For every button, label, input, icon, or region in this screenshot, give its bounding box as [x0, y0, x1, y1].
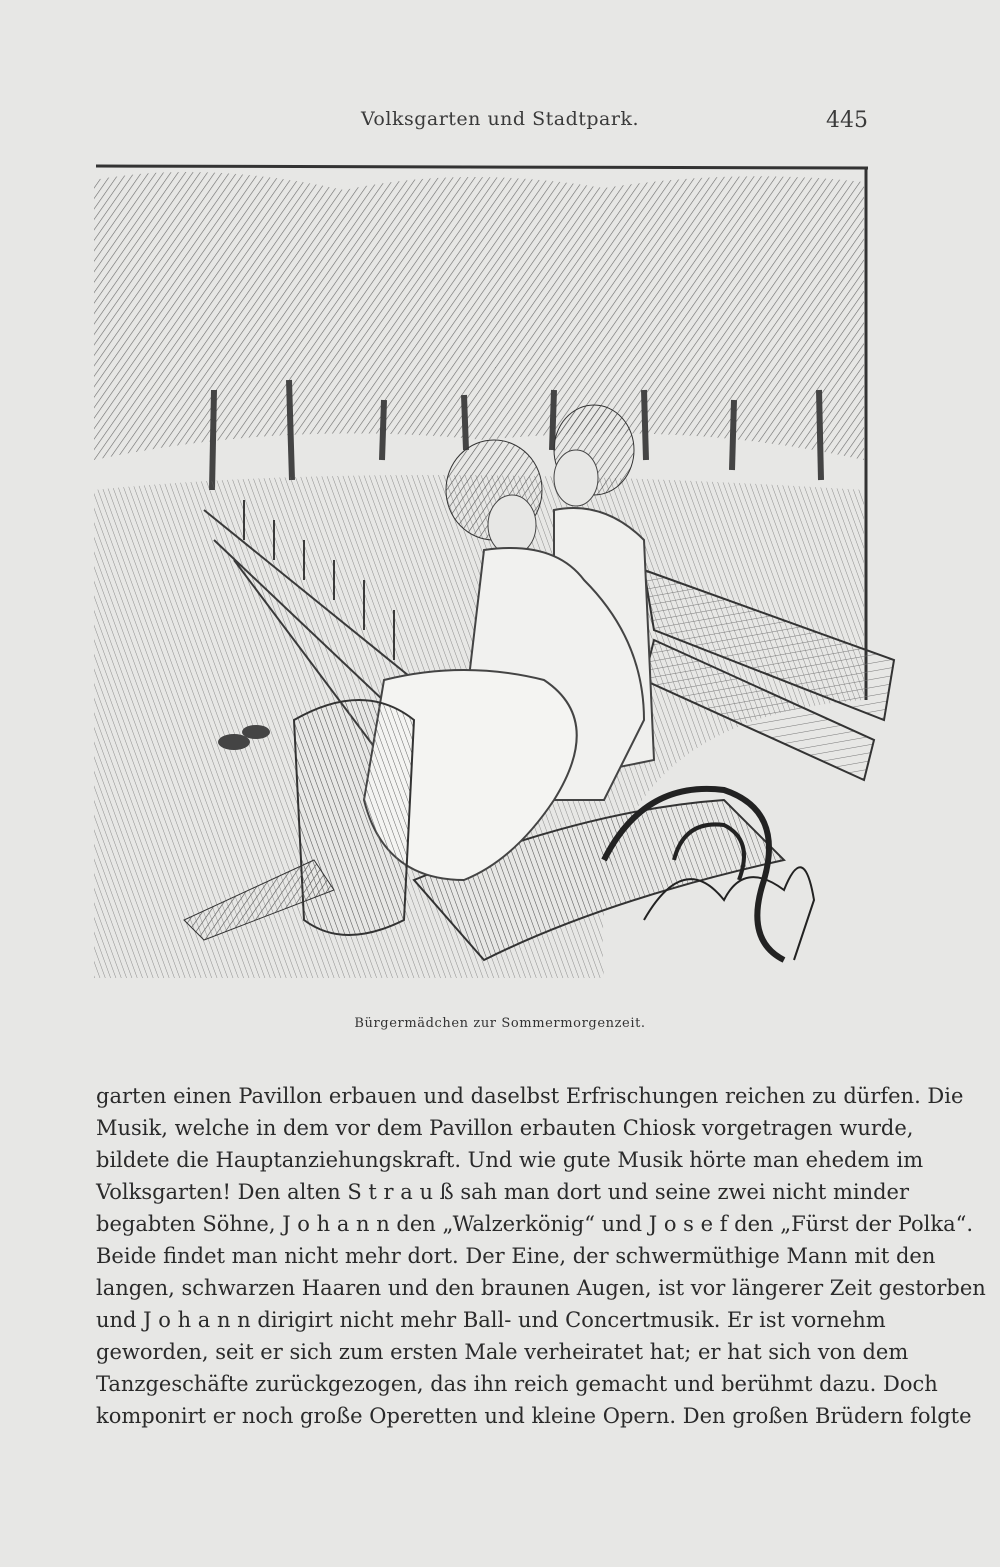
- running-title: Volksgarten und Stadtpark.: [360, 108, 640, 130]
- illustration-caption: Bürgermädchen zur Sommermorgenzeit.: [354, 1016, 646, 1031]
- text-line: Volksgarten! Den alten S t r a u ß sah man dort und seine zwei nicht minder: [96, 1180, 910, 1204]
- text-line: langen, schwarzen Haaren und den braunen Augen, ist vor längerer Zeit gestorben: [96, 1276, 986, 1300]
- page-number: 445: [826, 108, 868, 133]
- body-text: [96, 1080, 986, 1432]
- text-line: Tanzgeschäfte zurückgezogen, das ihn reich gemacht und berühmt dazu. Doch: [96, 1372, 938, 1396]
- text-line: garten einen Pavillon erbauen und daselbst Erfrischungen reichen zu dürfen. Die: [96, 1084, 964, 1108]
- text-line: komponirt er noch große Operetten und kleine Opern. Den großen Brüdern folgte: [96, 1404, 972, 1428]
- text-line: geworden, seit er sich zum ersten Male verheiratet hat; er hat sich von dem: [96, 1340, 909, 1364]
- frame-top-line: [96, 166, 868, 168]
- text-line: begabten Söhne, J o h a n n den „Walzerkönig“ und J o s e f den „Fürst der Polka“.: [96, 1212, 974, 1236]
- illustration: [84, 160, 900, 978]
- tree-canopy: [94, 172, 864, 460]
- text-line: Musik, welche in dem vor dem Pavillon erbauten Chiosk vorgetragen wurde,: [96, 1116, 914, 1140]
- engraving-park-bench-icon: [84, 160, 900, 978]
- page-header: [0, 108, 1000, 138]
- text-line: bildete die Hauptanziehungskraft. Und wie gute Musik hörte man ehedem im: [96, 1148, 924, 1172]
- text-line: Beide findet man nicht mehr dort. Der Eine, der schwermüthige Mann mit den: [96, 1244, 936, 1268]
- text-line: und J o h a n n dirigirt nicht mehr Ball- und Concertmusik. Er ist vornehm: [96, 1308, 886, 1332]
